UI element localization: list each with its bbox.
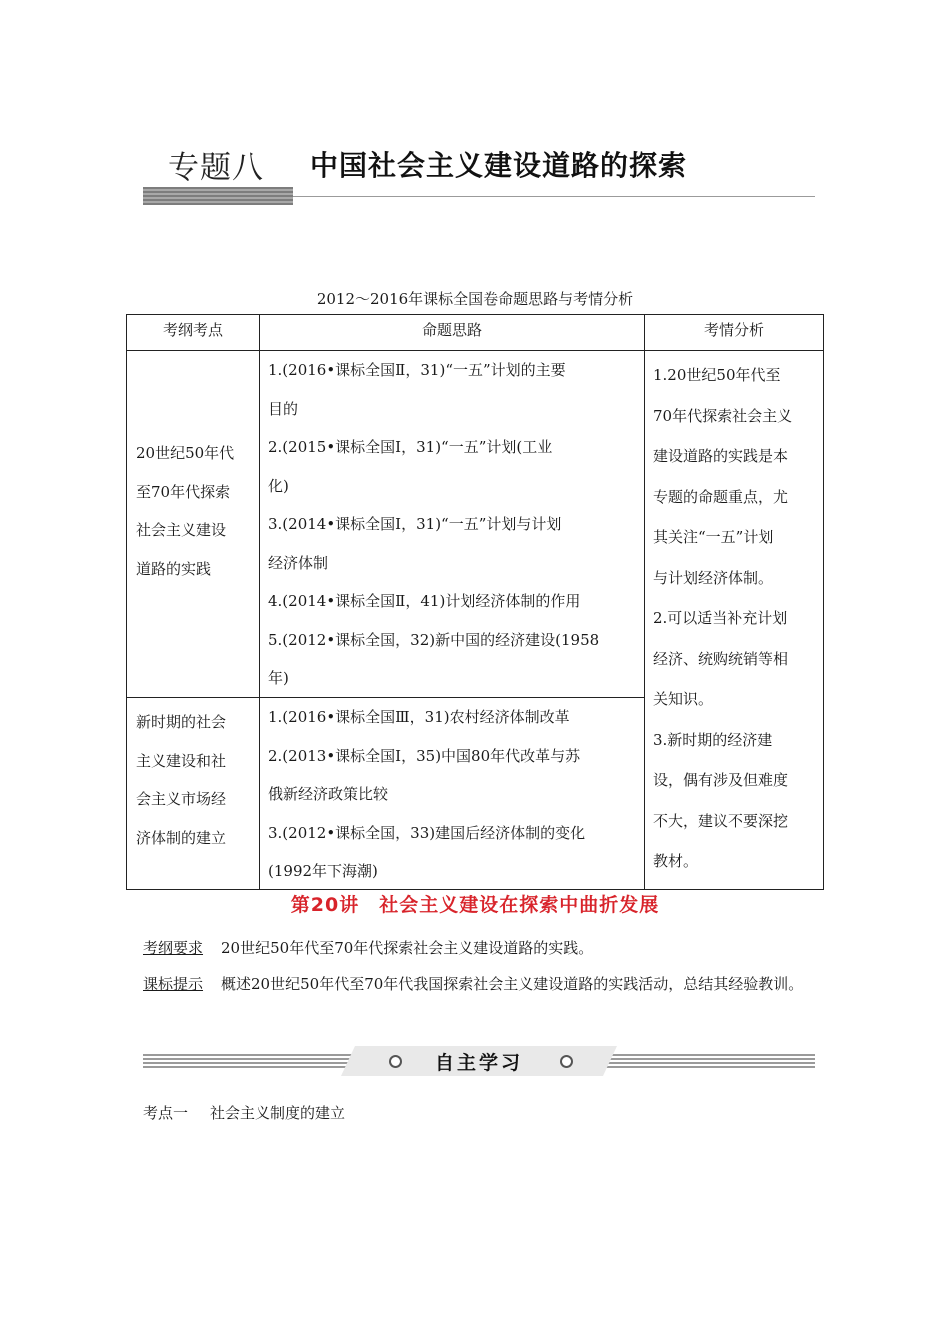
table-header-cell: 考情分析 xyxy=(644,314,824,351)
topic-header xyxy=(160,138,760,186)
curriculum-hint xyxy=(143,965,813,1004)
syllabus-requirement-label: 考纲要求 xyxy=(143,939,204,957)
table-caption: 2012～2016年课标全国卷命题思路与考情分析 xyxy=(316,290,634,308)
table-header-cell: 命题思路 xyxy=(259,314,645,351)
exam-analysis-text: 1.20世纪50年代至 70年代探索社会主义 建设道路的实践是本 专题的命题重点，尤 其关注“一五”计划 与计划经济体制。 2.可以适当补充计划 经济、统购统销等相 关知识。 3.新时期的经济建 设，偶有涉及但难度 不大，建议不要深挖 教材。 xyxy=(653,366,793,870)
table-row xyxy=(126,350,260,698)
table-header-cell: 考纲考点 xyxy=(126,314,260,351)
exam-point-cell: 新时期的社会 主义建设和社 会主义市场经 济体制的建立 xyxy=(136,713,227,847)
analysis-table xyxy=(126,314,824,890)
keypoint-title: 社会主义制度的建立 xyxy=(210,1104,346,1122)
table-row xyxy=(259,697,645,890)
header-rule xyxy=(293,196,815,197)
header-decoration-bar xyxy=(143,187,293,205)
curriculum-hint-label: 课标提示 xyxy=(143,975,204,993)
question-ideas-cell: 1.(2016•课标全国Ⅱ，31)“一五”计划的主要 目的 2.(2015•课标全国Ⅰ，31)“一五”计划(工业 化) 3.(2014•课标全国Ⅰ，31)“一五”计划与计划 经济体制 4.(2014•课标全国Ⅱ，41)计划经济体制的作用 5.(2012•课标全国，32)新中国的经济建设(1958 年) xyxy=(268,361,600,687)
keypoint-label: 考点一 xyxy=(143,1104,189,1122)
syllabus-requirement xyxy=(143,929,593,968)
table-row xyxy=(259,350,645,698)
topic-number: 专题八 xyxy=(168,150,264,186)
exam-analysis-cell xyxy=(644,350,824,890)
lecture-title: 第20讲 社会主义建设在探索中曲折发展 xyxy=(290,894,660,916)
curriculum-hint-text: 概述20世纪50年代至70年代我国探索社会主义建设道路的实践活动，总结其经验教训。 xyxy=(221,975,804,993)
section-banner xyxy=(143,1050,815,1072)
exam-point-cell: 20世纪50年代 至70年代探索 社会主义建设 道路的实践 xyxy=(136,444,235,578)
question-ideas-cell: 1.(2016•课标全国Ⅲ，31)农村经济体制改革 2.(2013•课标全国Ⅰ，35)中国80年代改革与苏 俄新经济政策比较 3.(2012•课标全国，33)建国后经济体制的变化 (1992年下海潮) xyxy=(268,708,586,880)
syllabus-requirement-text: 20世纪50年代至70年代探索社会主义建设道路的实践。 xyxy=(221,939,594,957)
section-title: 自主学习 xyxy=(434,1052,523,1074)
table-row xyxy=(126,697,260,890)
keypoint-heading xyxy=(143,1102,345,1123)
topic-title: 中国社会主义建设道路的探索 xyxy=(310,149,688,182)
